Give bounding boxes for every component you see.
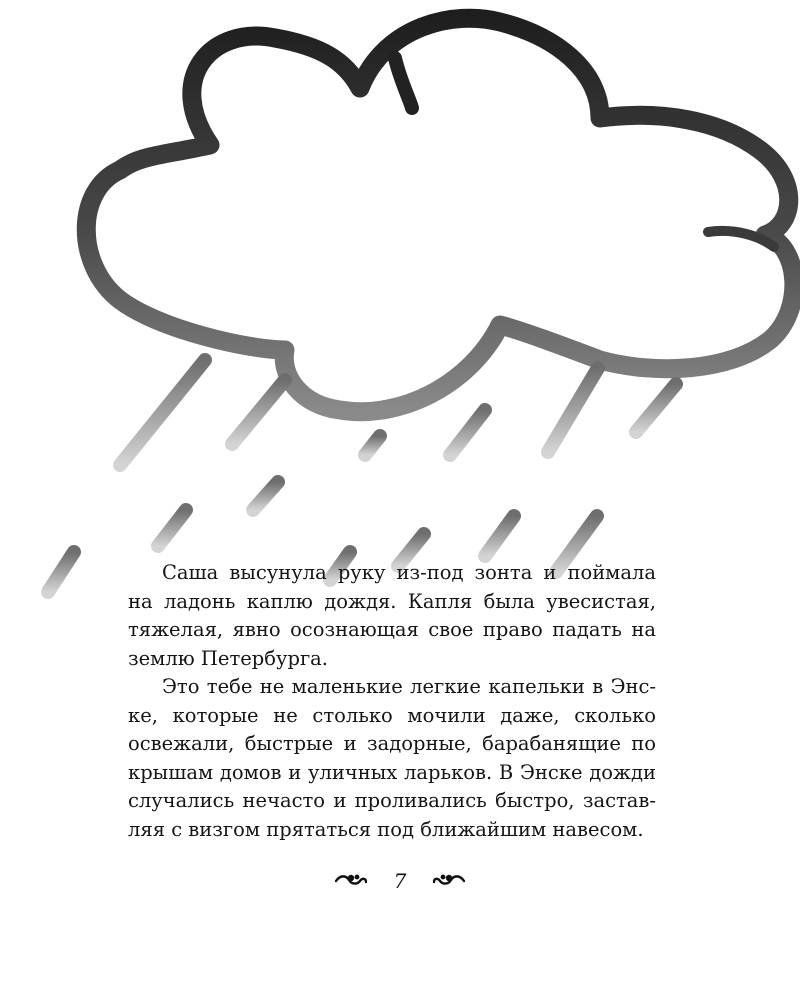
page-number: 7 [393,869,407,893]
flourish-icon [334,872,368,890]
rain-streak [158,510,186,546]
cloud-outline [86,18,794,411]
rain-streak [365,436,380,455]
rain-streak [450,410,485,455]
rain-streak [232,380,285,444]
rain-streak [636,384,676,432]
rain-streak [548,368,598,452]
body-text [128,559,656,844]
rain-streak [485,516,514,556]
cloud-top-notch [395,58,412,108]
paragraph: Саша высунула руку из-под зонта и поймала на ладонь каплю дождя. Капля была увесистая, тяжелая, явно осознающая свое право падать на землю Петербурга. [128,561,656,670]
rain-streaks [48,360,676,592]
rain-streak [253,482,278,510]
paragraph: Это тебе не маленькие легкие капельки в Энске, которые не столько мочили даже, сколько освежали, быстрые и задорные, барабанящие по крышам домов и уличных ларьков. В Энске дожди случались нечасто и проливались быстро, заставляя с визгом прятаться под ближайшим навесом. [128,675,656,841]
page-footer [0,866,800,896]
flourish-icon [432,872,466,890]
rain-streak [48,552,74,592]
rain-streak [120,360,205,465]
